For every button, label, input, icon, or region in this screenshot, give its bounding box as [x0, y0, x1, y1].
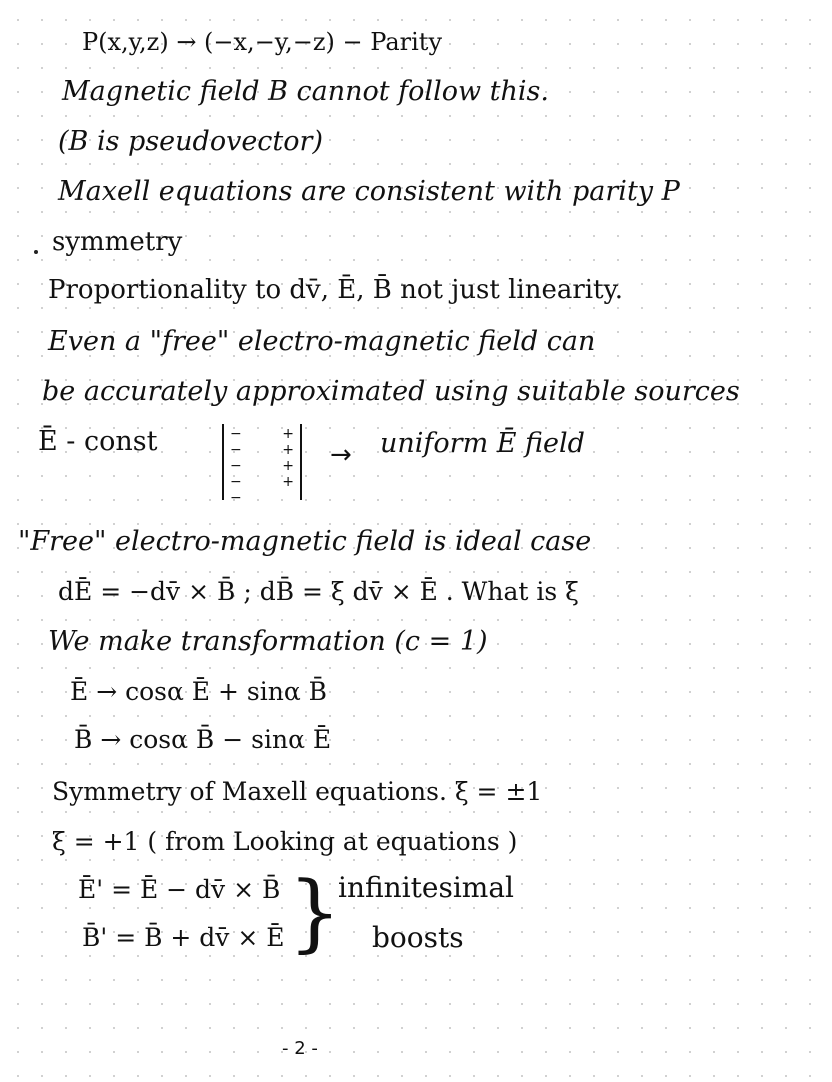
minus-sign: −	[230, 490, 242, 506]
boosts-label: boosts	[372, 921, 464, 954]
stray-dot	[34, 250, 38, 254]
plus-sign: +	[282, 442, 294, 458]
left-plate	[222, 424, 224, 500]
symmetry-line: symmetry	[52, 227, 183, 257]
plus-sign: +	[282, 426, 294, 442]
free-field-line: Even a "free" electro-magnetic field can	[48, 326, 596, 357]
proportionality-line: Proportionality to dv̄, Ē, B̄ not just linearity.	[48, 275, 624, 305]
xi-value-line: ξ = +1 ( from Looking at equations )	[52, 827, 518, 856]
transformation-line: We make transformation (c = 1)	[48, 626, 488, 657]
maxwell-parity-line: Maxell equations are consistent with parity P	[58, 176, 680, 207]
symmetry-xi-line: Symmetry of Maxell equations. ξ = ±1	[52, 777, 543, 806]
minus-sign: −	[230, 442, 242, 458]
curly-brace-icon: }	[288, 863, 342, 961]
page-number: - 2 -	[282, 1038, 318, 1059]
e-prime-line: Ē' = Ē − dv̄ × B̄	[78, 875, 281, 904]
pseudovector-line: (B is pseudovector)	[58, 126, 323, 157]
e-transform-line: Ē → cosα Ē + sinα B̄	[70, 677, 328, 706]
magnetic-field-line: Magnetic field B cannot follow this.	[62, 76, 549, 107]
ideal-case-line: "Free" electro-magnetic field is ideal case	[18, 526, 592, 557]
b-transform-line: B̄ → cosα B̄ − sinα Ē	[74, 725, 332, 754]
plus-sign: +	[282, 474, 294, 490]
minus-sign: −	[230, 426, 242, 442]
right-plate	[300, 424, 302, 500]
approximated-line: be accurately approximated using suitable sources	[42, 376, 740, 407]
arrow-icon: →	[330, 440, 352, 470]
minus-sign: −	[230, 474, 242, 490]
uniform-field-label: uniform Ē field	[380, 428, 585, 459]
e-const-label: Ē - const	[38, 426, 158, 457]
infinitesimal-label: infinitesimal	[338, 871, 514, 904]
parity-line: P(x,y,z) → (−x,−y,−z) − Parity	[82, 28, 443, 56]
negative-charges	[230, 426, 242, 506]
positive-charges	[282, 426, 294, 490]
minus-sign: −	[230, 458, 242, 474]
capacitor-plates-diagram	[222, 424, 302, 506]
plus-sign: +	[282, 458, 294, 474]
b-prime-line: B̄' = B̄ + dv̄ × Ē	[82, 923, 285, 952]
field-relations-line: dĒ = −dv̄ × B̄ ; dB̄ = ξ dv̄ × Ē . What is ξ	[58, 577, 579, 606]
